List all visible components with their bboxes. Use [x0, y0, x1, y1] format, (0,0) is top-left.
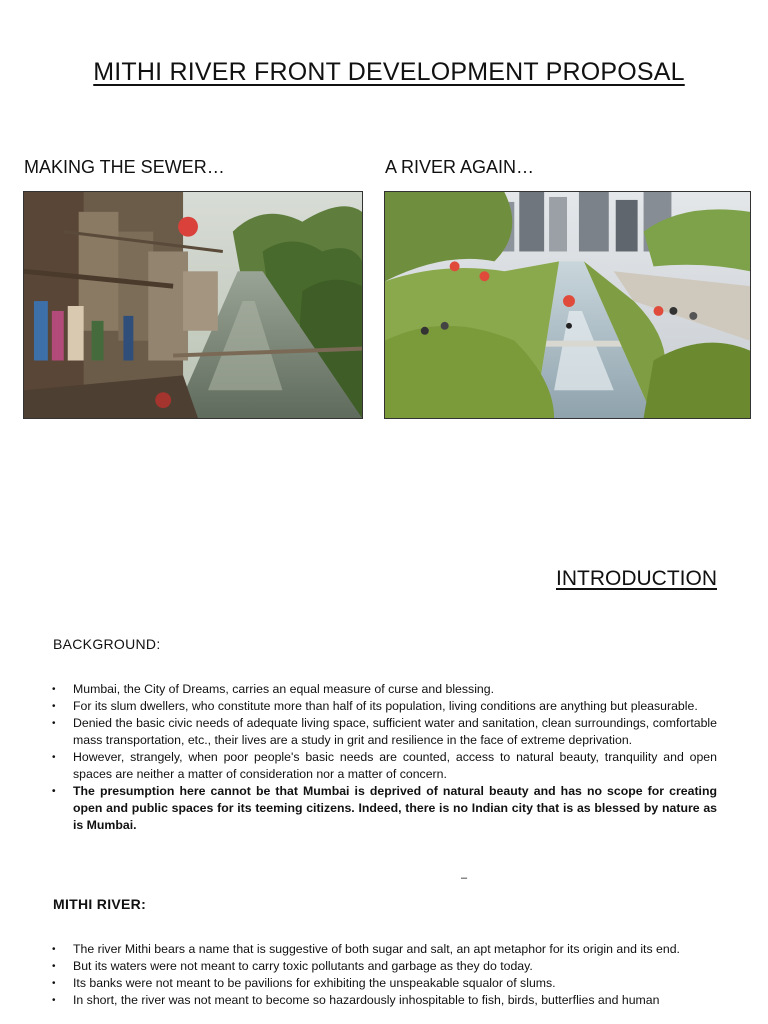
- background-heading: BACKGROUND:: [53, 636, 161, 652]
- list-item: • Mumbai, the City of Dreams, carries an equal measure of curse and blessing.: [52, 681, 717, 698]
- list-item: • Its banks were not meant to be pavilions for exhibiting the unspeakable squalor of slums.: [52, 975, 717, 992]
- left-photo-caption: MAKING THE SEWER…: [24, 157, 225, 177]
- introduction-heading: INTRODUCTION: [556, 567, 717, 590]
- list-item: • But its waters were not meant to carry toxic pollutants and garbage as they do today.: [52, 958, 717, 975]
- mithi-river-heading: MITHI RIVER:: [53, 896, 147, 912]
- restored-river-photo: [384, 191, 751, 419]
- list-item: • For its slum dwellers, who constitute more than half of its population, living conditions are anything but pleasurable.: [52, 698, 717, 715]
- mithi-river-list: [52, 941, 717, 1009]
- list-item: • The presumption here cannot be that Mumbai is deprived of natural beauty and has no scope for creating open and public spaces for its teeming citizens. Indeed, there is no Indian city that is as blessed by nature as is Mumbai.: [52, 783, 717, 834]
- list-item: • The river Mithi bears a name that is suggestive of both sugar and salt, an apt metaphor for its origin and its end.: [52, 941, 717, 958]
- list-item: • In short, the river was not meant to become so hazardously inhospitable to fish, birds, butterflies and human: [52, 992, 717, 1009]
- right-photo-caption: A RIVER AGAIN…: [385, 157, 535, 177]
- list-item: • However, strangely, when poor people's basic needs are counted, access to natural beauty, tranquility and open spaces are neither a matter of consideration nor a matter of concern.: [52, 749, 717, 783]
- separator-dash: –: [461, 872, 468, 884]
- list-item: • Denied the basic civic needs of adequate living space, sufficient water and sanitation, clean surroundings, comfortable mass transportation, etc., their lives are a study in grit and resilience in the face of extreme deprivation.: [52, 715, 717, 749]
- polluted-canal-photo: [23, 191, 363, 419]
- background-list: [52, 681, 717, 834]
- page-title: MITHI RIVER FRONT DEVELOPMENT PROPOSAL: [93, 58, 685, 86]
